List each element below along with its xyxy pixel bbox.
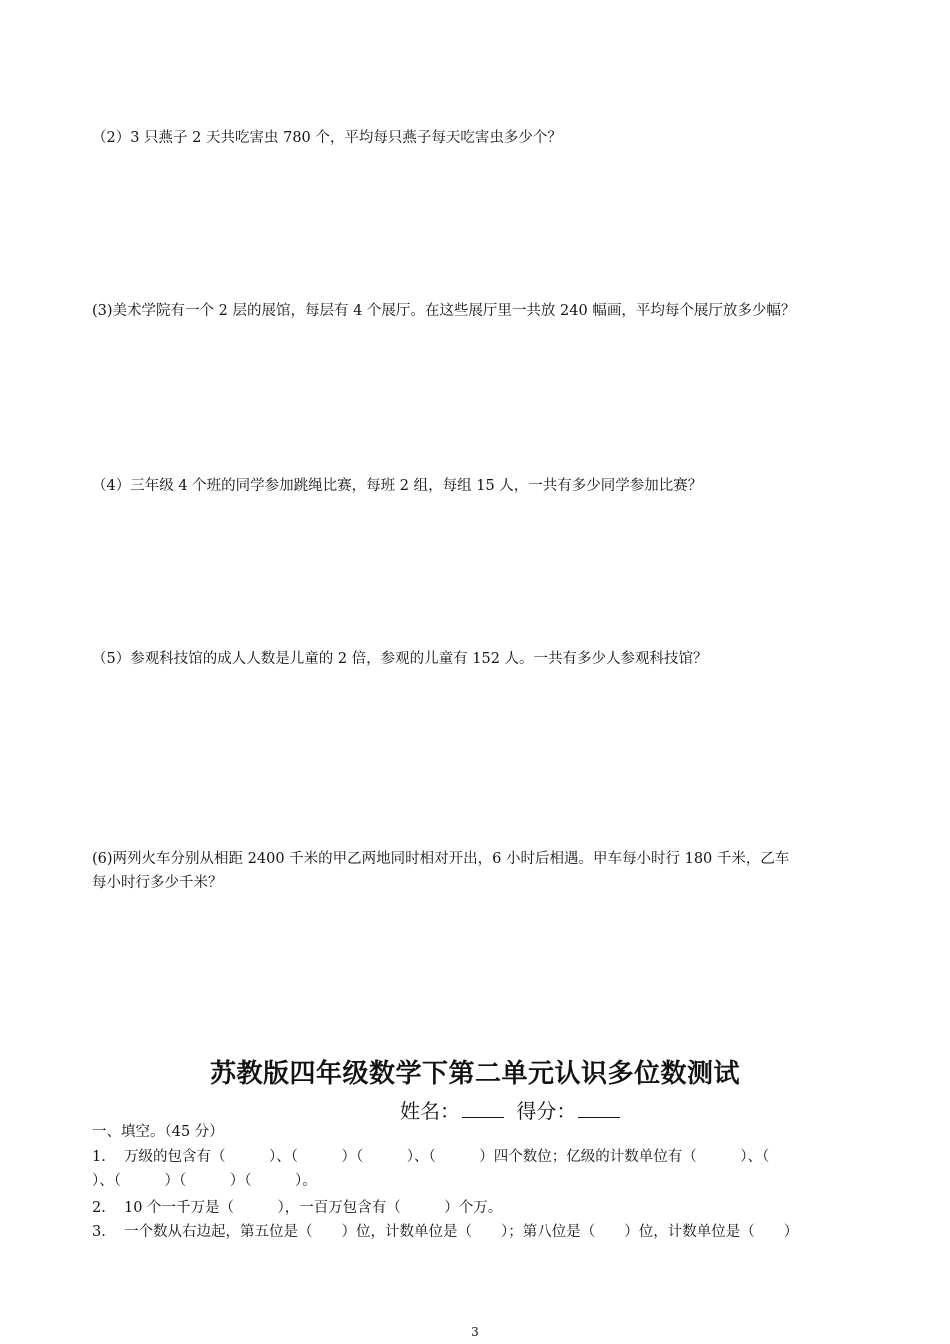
problem-6-line1: (6)两列火车分别从相距 2400 千米的甲乙两地同时相对开出，6 小时后相遇。甲车每小时行 180 千米，乙车 <box>92 851 790 867</box>
test-title: 苏教版四年级数学下第二单元认识多位数测试 <box>209 1059 740 1089</box>
name-score-bar <box>400 1095 626 1124</box>
name-blank <box>462 1099 504 1118</box>
fill-item-2 <box>92 1196 872 1220</box>
problem-5: （5）参观科技馆的成人人数是儿童的 2 倍，参观的儿童有 152 人。一共有多少人参观科技馆？ <box>92 651 708 667</box>
fill-item-1 <box>92 1145 872 1193</box>
problem-6 <box>92 847 872 895</box>
problem-2: （2）3 只燕子 2 天共吃害虫 780 个，平均每只燕子每天吃害虫多少个？ <box>92 130 562 146</box>
item-number: 2. <box>92 1200 106 1216</box>
item-1-line1: 万级的包含有（ ）、（ ）（ ）、（ ）四个数位；亿级的计数单位有（ ）、（ <box>124 1149 770 1165</box>
item-2-text: 10 个一千万是（ ），一百万包含有（ ）个万。 <box>124 1200 503 1216</box>
item-number: 1. <box>92 1149 106 1165</box>
name-label: 姓名： <box>400 1099 460 1123</box>
score-blank <box>578 1099 620 1118</box>
fill-item-3 <box>92 1220 872 1244</box>
page-number: 3 <box>471 1325 479 1339</box>
problem-4: （4）三年级 4 个班的同学参加跳绳比赛，每班 2 组，每组 15 人，一共有多少同学参加比赛？ <box>92 478 703 494</box>
item-number: 3. <box>92 1224 106 1240</box>
item-1-line2: ）、（ ）（ ）（ ）。 <box>92 1173 317 1189</box>
problem-3: (3)美术学院有一个 2 层的展馆，每层有 4 个展厅。在这些展厅里一共放 240 幅画，平均每个展厅放多少幅？ <box>92 303 796 319</box>
item-3-text: 一个数从右边起，第五位是（ ）位，计数单位是（ ）；第八位是（ ）位，计数单位是（ ） <box>124 1224 799 1240</box>
score-label: 得分： <box>516 1099 577 1123</box>
problem-6-line2: 每小时行多少千米？ <box>92 875 223 891</box>
section-heading: 一、填空。（45 分） <box>92 1124 224 1140</box>
